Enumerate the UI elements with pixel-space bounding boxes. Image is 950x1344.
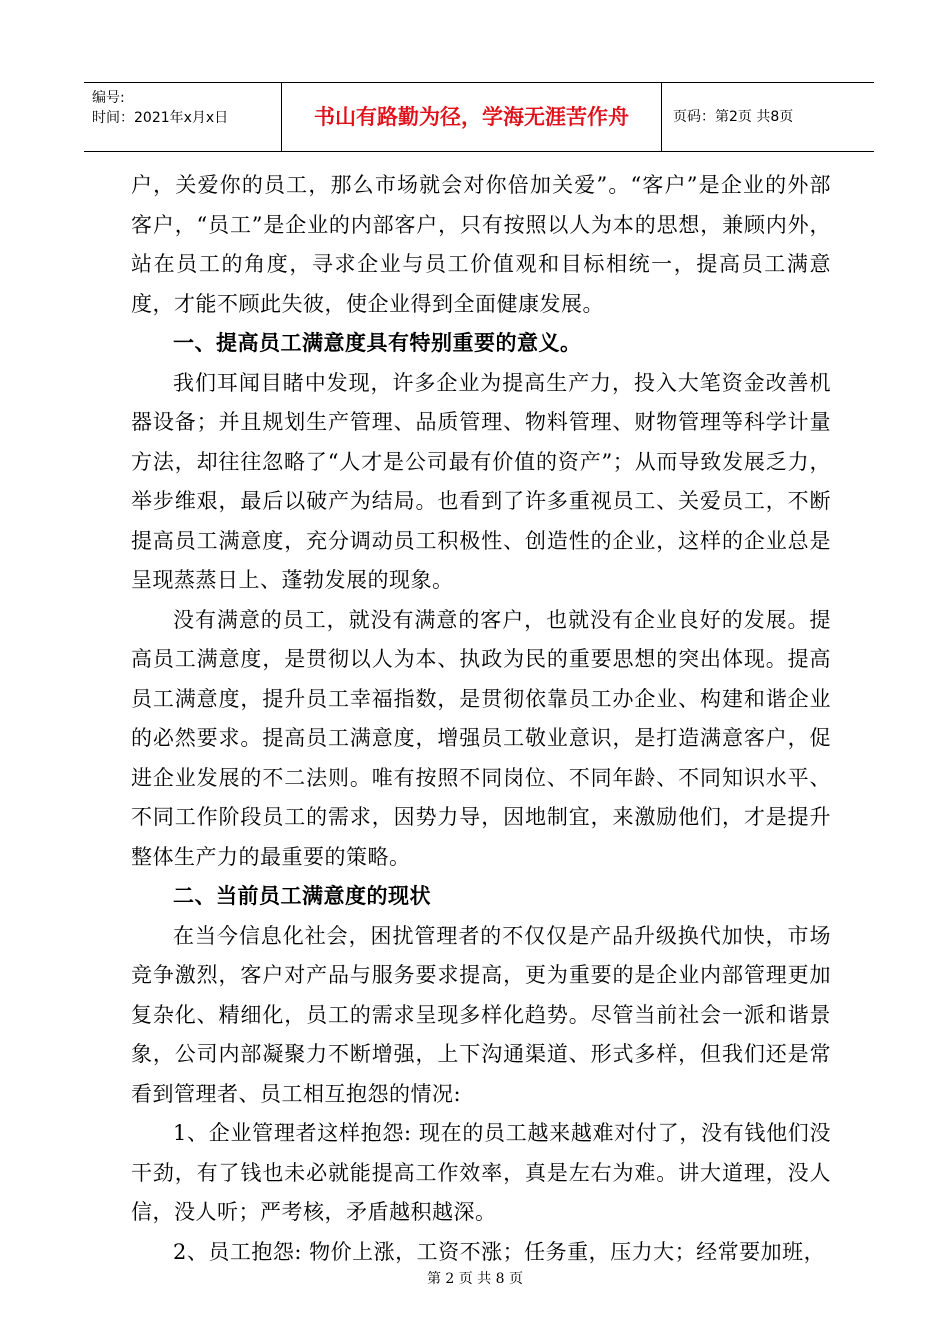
list-item-paragraph: 1、企业管理者这样抱怨: 现在的员工越来越难对付了，没有钱他们没干劲，有了钱也未必就能提高工作效率，真是左右为难。讲大道理，没人信，没人听；严考核，矛盾越积越深。 — [131, 1121, 831, 1224]
body-paragraph: 户，关爱你的员工，那么市场就会对你倍加关爱”。“客户”是企业的外部客户，“员工”是企业的内部客户，只有按照以人为本的思想，兼顾内外，站在员工的角度，寻求企业与员工价值观和目标相统一，提高员工满意度，才能不顾此失彼，使企业得到全面健康发展。 — [131, 173, 831, 316]
document-number-label: 编号: — [92, 90, 125, 106]
document-time-label: 时间：2021年x月x日 — [92, 110, 229, 126]
body-paragraph: 我们耳闻目睹中发现，许多企业为提高生产力，投入大笔资金改善机器设备；并且规划生产管理、品质管理、物料管理、财物管理等科学计量方法，却往往忽略了“人才是公司最有价值的资产”；从而导致发展乏力，举步维艰，最后以破产为结局。也看到了许多重视员工、关爱员工，不断提高员工满意度，充分调动员工积极性、创造性的企业，这样的企业总是呈现蒸蒸日上、蓬勃发展的现象。 — [131, 370, 831, 592]
list-item-paragraph: 2、员工抱怨: 物价上涨，工资不涨；任务重，压力大；经常要加班， — [173, 1239, 826, 1264]
header-motto: 书山有路勤为径，学海无涯苦作舟 — [314, 105, 629, 129]
header-meta-cell — [84, 83, 280, 151]
section-heading: 一、提高员工满意度具有特别重要的意义。 — [173, 331, 582, 355]
document-body — [131, 166, 831, 1272]
page-footer: 第 2 页 共 8 页 — [426, 1271, 524, 1287]
body-paragraph: 没有满意的员工，就没有满意的客户，也就没有企业良好的发展。提高员工满意度，是贯彻以人为本、执政为民的重要思想的突出体现。提高员工满意度，提升员工幸福指数，是贯彻依靠员工办企业、构建和谐企业的必然要求。提高员工满意度，增强员工敬业意识，是打造满意客户，促进企业发展的不二法则。唯有按照不同岗位、不同年龄、不同知识水平、不同工作阶段员工的需求，因势力导，因地制宜，来激励他们，才是提升整体生产力的最重要的策略。 — [131, 607, 831, 869]
header-page-cell — [661, 83, 874, 151]
page-header — [84, 82, 874, 152]
section-heading: 二、当前员工满意度的现状 — [173, 884, 431, 908]
header-motto-cell — [281, 83, 662, 151]
body-paragraph: 在当今信息化社会，困扰管理者的不仅仅是产品升级换代加快，市场竞争激烈，客户对产品与服务要求提高，更为重要的是企业内部管理更加复杂化、精细化，员工的需求呈现多样化趋势。尽管当前社会一派和谐景象，公司内部凝聚力不断增强，上下沟通渠道、形式多样，但我们还是常看到管理者、员工相互抱怨的情况: — [131, 923, 831, 1106]
header-page-info: 页码：第2页 共8页 — [673, 109, 794, 125]
